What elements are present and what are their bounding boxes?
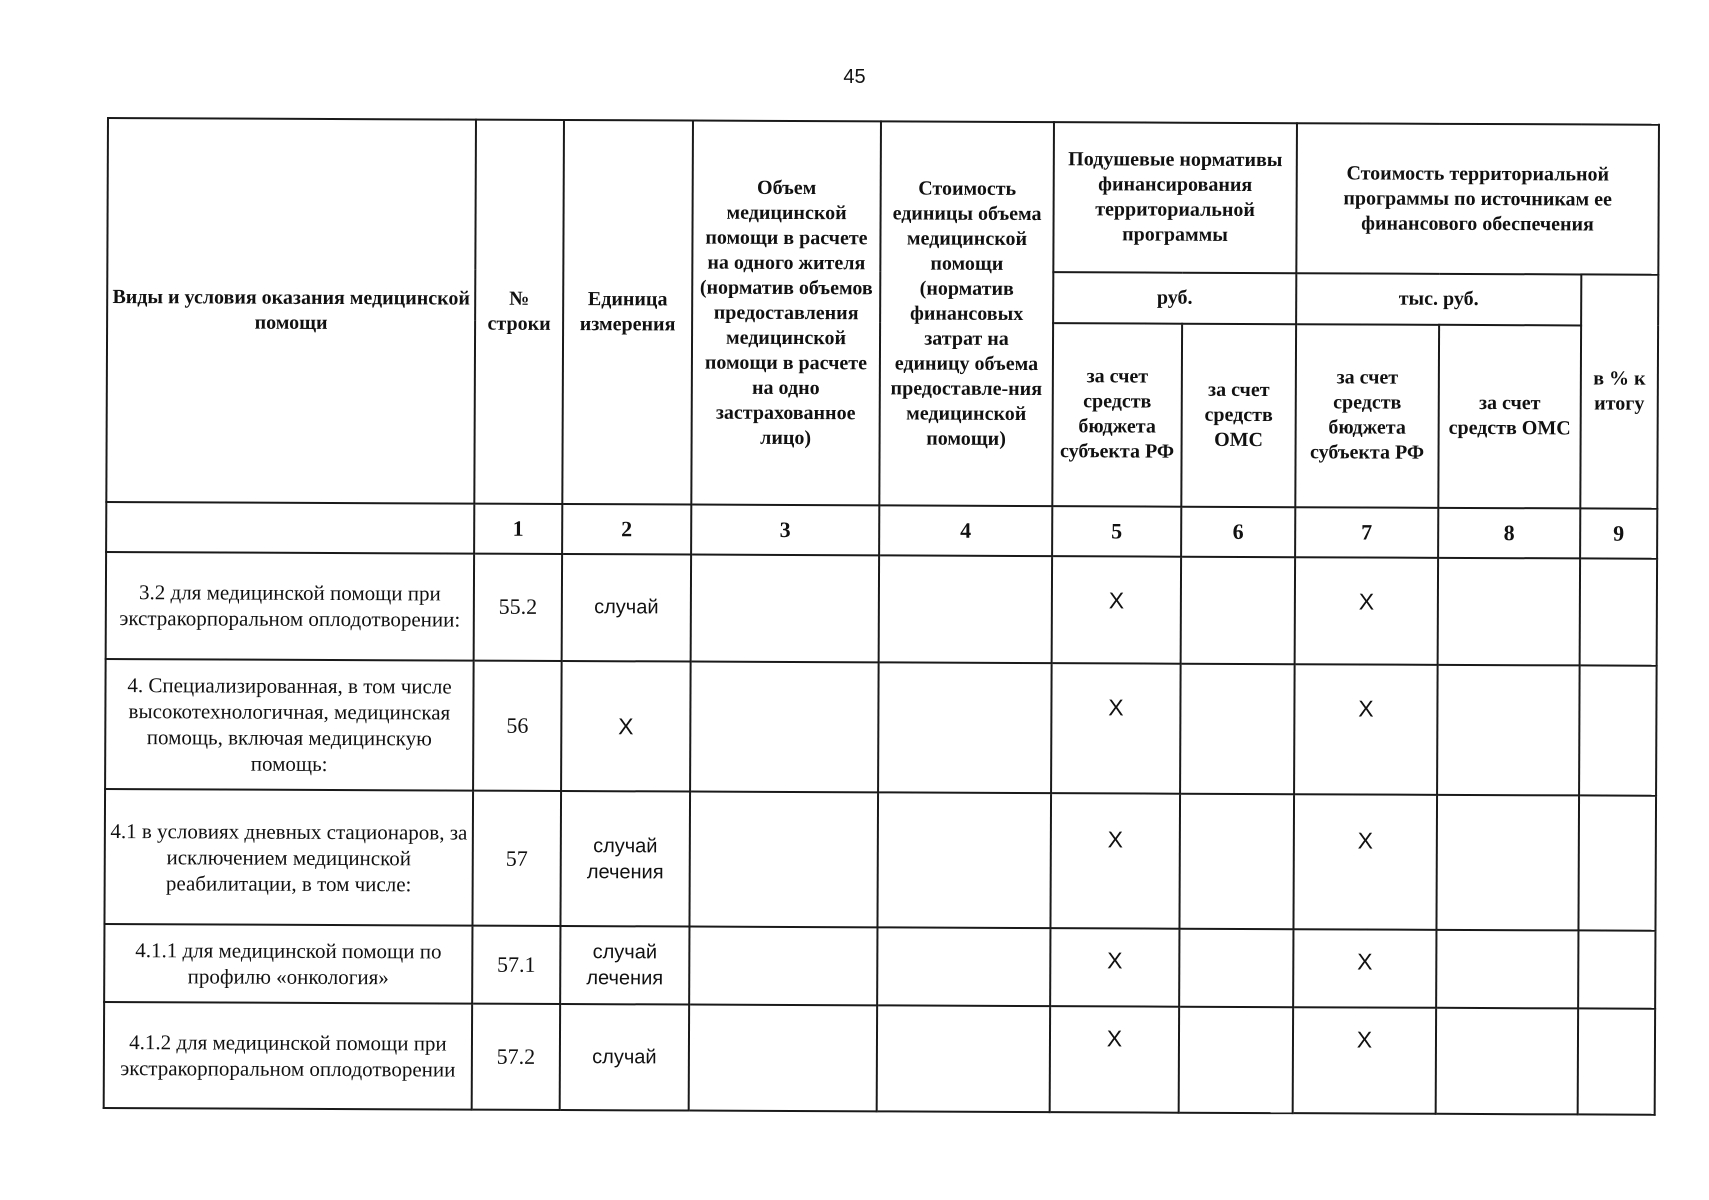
cell-unit-cost [877,1005,1050,1112]
cell-oms-thousand [1437,664,1580,795]
cell-unit-cost [879,556,1052,663]
cell-budget-rub: X [1050,793,1180,929]
cell-oms-rub [1180,663,1295,794]
row-unit: случай лечения [560,926,689,1004]
header-row-1 [107,118,1659,275]
cell-percent [1578,795,1656,931]
header-unit-rub: руб. [1053,273,1296,324]
row-number: 57.1 [472,926,560,1004]
row-unit: случай лечения [560,791,690,927]
column-number: 9 [1580,509,1657,559]
header-oms-rub: за счет средств ОМС [1181,323,1296,507]
cell-unit-cost [877,928,1050,1006]
cell-budget-rub: X [1052,556,1181,663]
row-label: 4. Специализированная, в том числе высокотехнологичная, медицинская помощь, включая медицинскую помощь: [105,659,474,791]
column-number: 5 [1052,506,1181,557]
header-type-of-care: Виды и условия оказания медицинской помощи [106,118,476,504]
row-number: 55.2 [474,554,562,661]
column-number: 8 [1438,508,1580,559]
cell-budget-rub: X [1050,929,1179,1007]
cell-budget-rub: X [1050,1006,1179,1113]
column-number: 4 [879,506,1052,557]
cell-volume [689,1004,877,1111]
header-percent-of-total: в % к итогу [1580,275,1658,509]
cell-volume [690,661,879,792]
cell-volume [689,792,878,928]
table-row [104,1002,1655,1115]
row-unit: случай [560,1004,689,1111]
column-number: 2 [562,504,691,555]
column-number: 6 [1181,507,1295,558]
cell-volume [689,927,877,1005]
row-unit: X [561,661,691,792]
row-unit: случай [562,554,691,661]
row-label: 4.1.2 для медицинской помощи при экстракорпоральном оплодотворении [104,1002,472,1110]
row-number: 56 [473,660,562,791]
cell-oms-rub [1179,1006,1293,1113]
cell-budget-rub: X [1051,663,1181,794]
table-row [105,659,1657,796]
cell-percent [1578,931,1655,1009]
header-oms-thousand: за счет средств ОМС [1438,324,1581,508]
header-unit-cost: Стоимость единицы объема медицинской помощи (норматив финансовых затрат на единицу объема предоставле-ния медицинской помощи) [879,121,1054,506]
header-program-cost: Стоимость территориальной программы по источникам ее финансового обеспечения [1296,123,1659,275]
cell-budget-thousand: X [1294,664,1438,795]
table-row [106,552,1657,665]
financing-table [103,117,1660,1116]
table-row [104,789,1656,931]
cell-budget-thousand: X [1293,794,1437,930]
row-number: 57.2 [472,1003,560,1110]
cell-percent [1578,1008,1655,1115]
page-number: 45 [843,66,866,88]
row-number: 57 [472,791,561,927]
row-label: 4.1.1 для медицинской помощи по профилю «онкология» [104,924,472,1003]
table-row [104,924,1655,1008]
cell-unit-cost [878,662,1052,793]
cell-percent [1579,665,1657,796]
header-unit-thousand-rub: тыс. руб. [1296,274,1581,325]
cell-percent [1580,559,1657,666]
header-per-capita: Подушевые нормативы финансирования территориальной программы [1053,122,1297,274]
cell-unit-cost [877,792,1051,928]
header-budget-rub: за счет средств бюджета субъекта РФ [1052,323,1182,507]
header-row-number: № строки [474,120,564,505]
cell-oms-thousand [1438,558,1580,665]
row-label: 4.1 в условиях дневных стационаров, за исключением медицинской реабилитации, в том числе: [104,789,473,926]
cell-oms-thousand [1436,930,1578,1008]
cell-oms-thousand [1436,1007,1578,1114]
cell-oms-rub [1179,794,1294,930]
cell-budget-thousand: X [1295,557,1438,664]
header-volume: Объем медицинской помощи в расчете на одного жителя (норматив объемов предоставления медицинской помощи в расчете на одно застрахованное лицо) [691,121,881,506]
cell-budget-thousand: X [1293,1007,1436,1114]
column-number: 7 [1295,507,1438,558]
column-numbers-row [106,502,1657,559]
row-label: 3.2 для медицинской помощи при экстракорпоральном оплодотворении: [106,552,474,660]
cell-oms-rub [1181,557,1295,664]
header-budget-thousand: за счет средств бюджета субъекта РФ [1295,324,1439,508]
column-number: 1 [474,504,562,555]
cell-oms-thousand [1436,795,1579,931]
column-number: 3 [691,505,879,556]
column-number-blank [106,502,474,554]
cell-budget-thousand: X [1293,930,1436,1008]
cell-oms-rub [1179,929,1293,1007]
header-unit: Единица измерения [562,120,693,505]
cell-volume [691,555,879,662]
